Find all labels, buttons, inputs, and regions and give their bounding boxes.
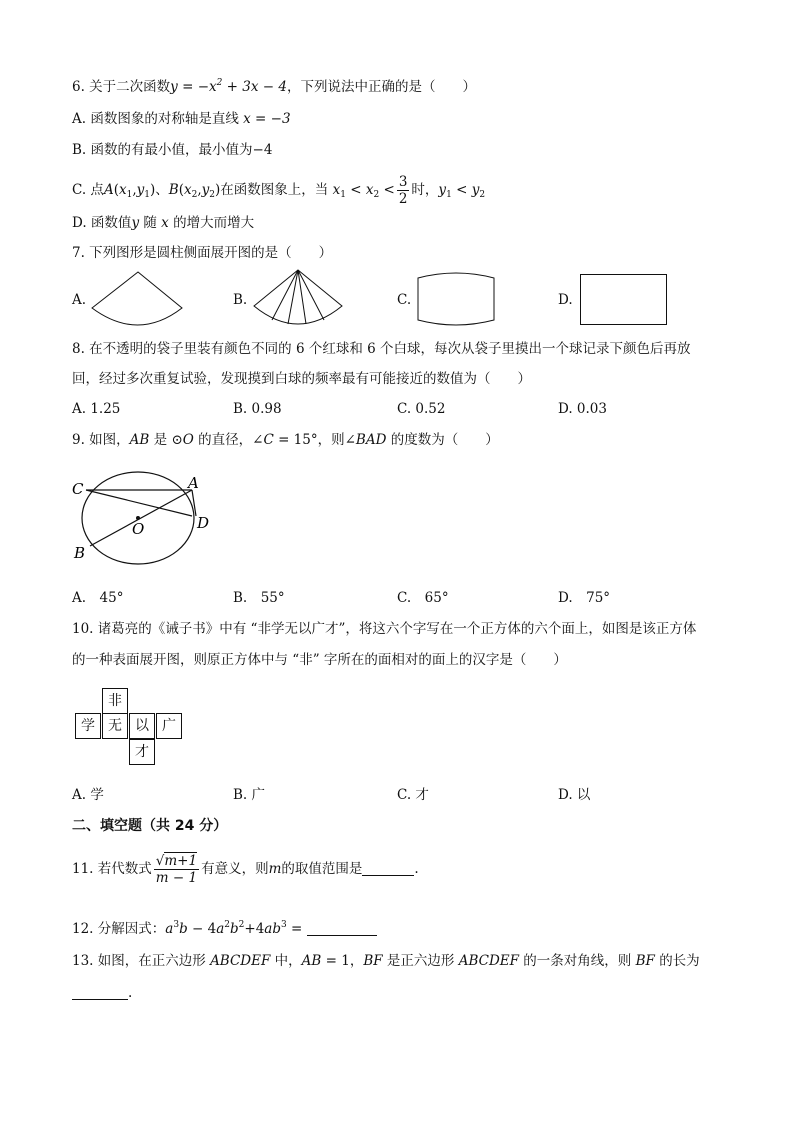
q11-stem: 11. 若代数式 $\frac{√m+1}{m - 1}$ 有意义，则m的取值范围是 . bbox=[72, 853, 419, 886]
q9-label-a: A bbox=[188, 474, 199, 492]
q12-answer-blank[interactable] bbox=[307, 921, 377, 936]
q7-stem: 7. 下列图形是圆柱侧面展开图的是（ ） bbox=[72, 245, 333, 261]
q7-option-d-label: D. bbox=[558, 292, 573, 308]
net-cell-guang: 广 bbox=[156, 713, 182, 739]
q13-stem-line2: . bbox=[72, 984, 132, 1002]
q8-stem-line1: 8. 在不透明的袋子里装有颜色不同的 6 个红球和 6 个白球，每次从袋子里摸出一个球记录下颜色后再放 bbox=[72, 341, 691, 357]
q7-option-a-label: A. bbox=[72, 292, 87, 308]
q7-rectangle-figure bbox=[580, 274, 668, 326]
q10-stem-line2: 的一种表面展开图，则原正方体中与 “非” 字所在的面相对的面上的汉字是（ ） bbox=[72, 652, 567, 668]
q7-option-c-label: C. bbox=[397, 292, 412, 308]
q6-option-c: C. 点$A(x_1,y_1)$、$B(x_2,y_2)$在函数图象上，当 $x_1 < x_2$ < $\frac{3}{2}$ 时，$y_1 < y_2$ bbox=[72, 174, 486, 207]
q9-option-a: A. 45° bbox=[72, 590, 124, 606]
q9-label-d: D bbox=[197, 514, 210, 532]
q6-option-a: A. 函数图象的对称轴是直线 x = −3 bbox=[72, 111, 291, 127]
q10-option-d: D. 以 bbox=[558, 787, 591, 803]
q8-option-b: B. 0.98 bbox=[233, 401, 282, 417]
q10-option-c: C. 才 bbox=[397, 787, 429, 803]
fraction: $\frac{3}{2}$ bbox=[398, 174, 408, 207]
net-cell-cai: 才 bbox=[129, 739, 155, 765]
q9-circle-figure bbox=[70, 470, 220, 570]
q7-option-b-label: B. bbox=[233, 292, 248, 308]
q9-label-b: B bbox=[74, 544, 86, 562]
q13-answer-blank[interactable] bbox=[72, 985, 128, 1000]
net-cell-yi: 以 bbox=[129, 713, 155, 739]
q10-option-a: A. 学 bbox=[72, 787, 104, 803]
net-cell-wu: 无 bbox=[102, 713, 128, 739]
q9-stem: 9. 如图，AB 是 ⊙O 的直径，∠C = 15°，则∠BAD 的度数为（ ） bbox=[72, 432, 499, 448]
q9-option-d: D. 75° bbox=[558, 590, 611, 606]
q10-stem-line1: 10. 诸葛亮的《诫子书》中有 “非学无以广才”，将这六个字写在一个正方体的六个面上，如图是该正方体 bbox=[72, 621, 697, 637]
q9-label-c: C bbox=[72, 480, 84, 498]
q7-sector-figure bbox=[84, 268, 184, 334]
q6-stem: 6. 关于二次函数$y = -x^2 + 3x - 4$，下列说法中正确的是（ ） bbox=[72, 78, 476, 95]
q8-option-d: D. 0.03 bbox=[558, 401, 607, 417]
q7-cylinder-shape-figure bbox=[416, 272, 498, 330]
q8-option-c: C. 0.52 bbox=[397, 401, 446, 417]
q8-stem-line2: 回，经过多次重复试验，发现摸到白球的频率最有可能接近的数值为（ ） bbox=[72, 371, 531, 387]
q9-label-o: O bbox=[132, 520, 145, 538]
q6-option-b: B. 函数的有最小值，最小值为−4 bbox=[72, 142, 273, 158]
q6-function: $y = -x^2 + 3x - 4$ bbox=[170, 78, 287, 95]
net-cell-fei: 非 bbox=[102, 688, 128, 714]
net-cell-xue: 学 bbox=[75, 713, 101, 739]
q11-fraction: $\frac{√m+1}{m - 1}$ bbox=[155, 853, 198, 886]
q10-option-b: B. 广 bbox=[233, 787, 266, 803]
q13-stem-line1: 13. 如图，在正六边形 ABCDEF 中，AB = 1，BF 是正六边形 ABCDEF 的一条对角线，则 BF 的长为 bbox=[72, 953, 700, 969]
section-title: 二、填空题（共 24 分） bbox=[72, 818, 228, 834]
q11-answer-blank[interactable] bbox=[362, 861, 414, 876]
q6-option-d: D. 函数值y 随 x 的增大而增大 bbox=[72, 215, 255, 231]
q9-option-b: B. 55° bbox=[233, 590, 285, 606]
q12-stem: 12. 分解因式：$a^3b - 4a^2b^2+4ab^3$ = bbox=[72, 916, 377, 938]
q7-fan-figure bbox=[250, 266, 350, 332]
q9-option-c: C. 65° bbox=[397, 590, 449, 606]
q8-option-a: A. 1.25 bbox=[72, 401, 121, 417]
